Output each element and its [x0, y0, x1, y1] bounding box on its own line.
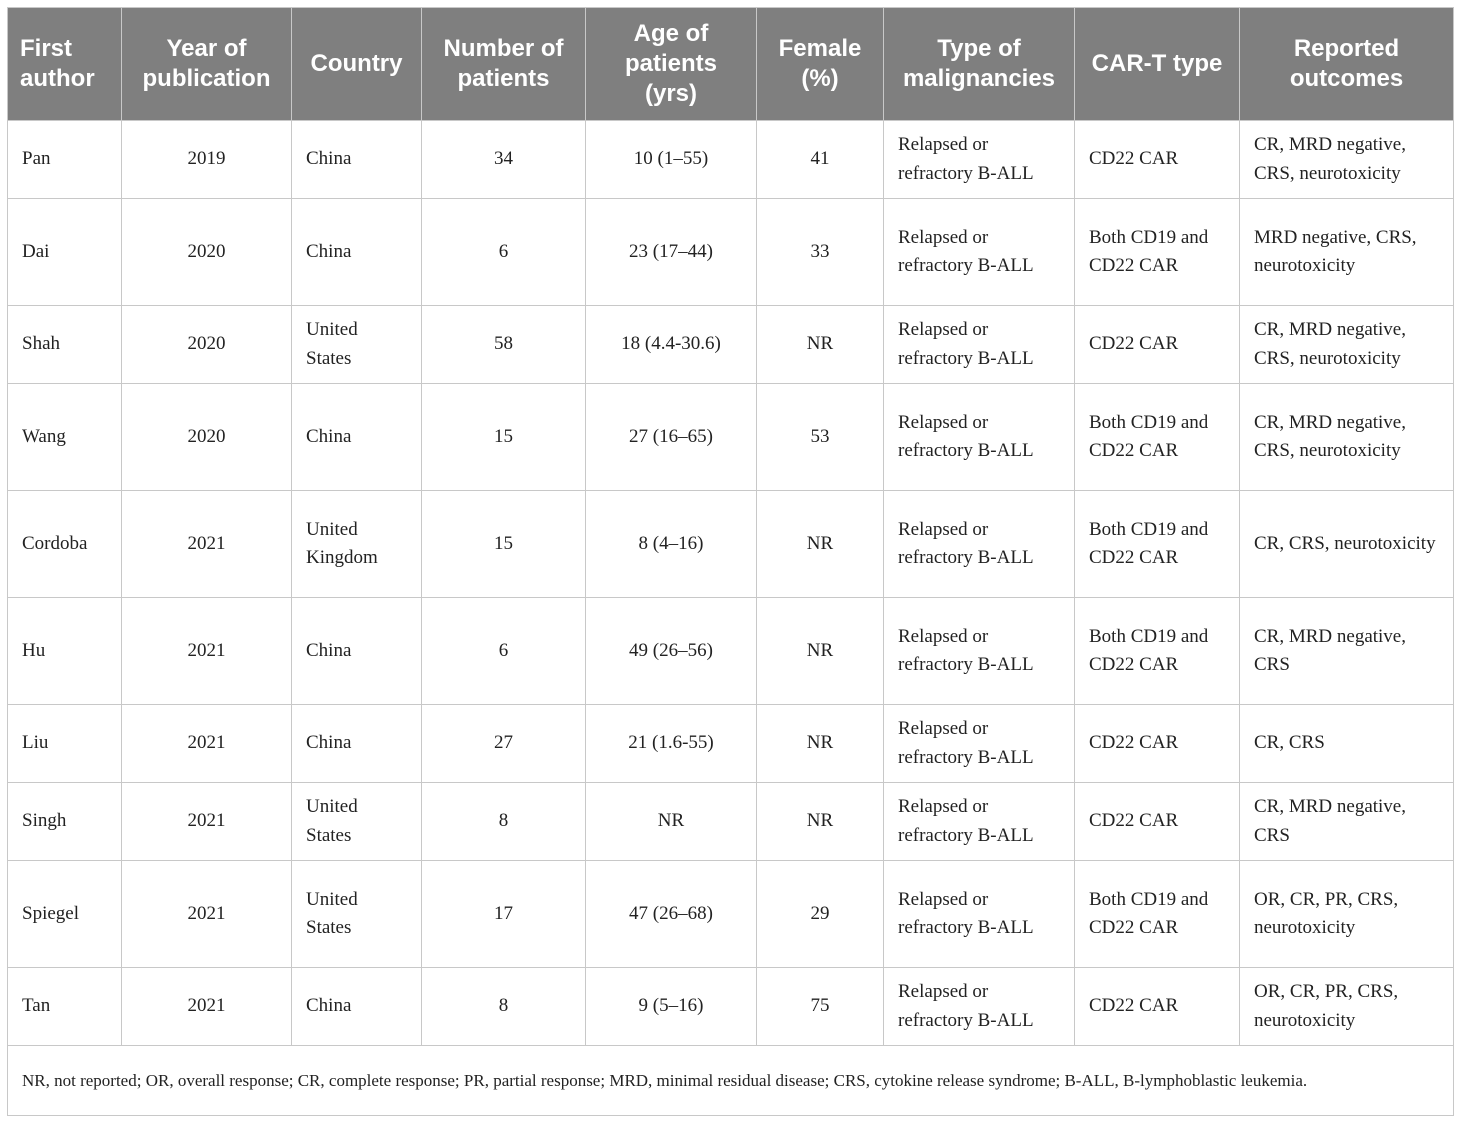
cell-cart-type: CD22 CAR [1075, 705, 1240, 783]
cell-country: China [292, 968, 422, 1046]
cell-patients: 8 [422, 783, 586, 861]
cell-country: China [292, 384, 422, 491]
cell-patients: 6 [422, 598, 586, 705]
table-row [8, 861, 1454, 968]
cell-outcomes: CR, MRD negative, CRS [1240, 783, 1454, 861]
cell-malignancy: Relapsed or refractory B-ALL [884, 598, 1075, 705]
cell-patients: 58 [422, 306, 586, 384]
cell-female: NR [757, 306, 884, 384]
cell-outcomes: CR, MRD negative, CRS, neurotoxicity [1240, 384, 1454, 491]
table-row [8, 968, 1454, 1046]
header-country: Country [292, 8, 422, 121]
cell-outcomes: MRD negative, CRS, neurotoxicity [1240, 199, 1454, 306]
cell-cart-type: Both CD19 and CD22 CAR [1075, 598, 1240, 705]
cell-female: NR [757, 783, 884, 861]
cell-age: 47 (26–68) [586, 861, 757, 968]
cell-cart-type: CD22 CAR [1075, 783, 1240, 861]
header-age: Age of patients (yrs) [586, 8, 757, 121]
cell-country: United States [292, 306, 422, 384]
table-row [8, 121, 1454, 199]
table-row [8, 199, 1454, 306]
cell-outcomes: CR, CRS, neurotoxicity [1240, 491, 1454, 598]
table-row [8, 705, 1454, 783]
header-cart-type: CAR-T type [1075, 8, 1240, 121]
cell-year: 2021 [122, 598, 292, 705]
table-container [7, 7, 1453, 1116]
cell-year: 2021 [122, 783, 292, 861]
table-row [8, 384, 1454, 491]
cell-female: 29 [757, 861, 884, 968]
cell-patients: 17 [422, 861, 586, 968]
cell-year: 2021 [122, 861, 292, 968]
cell-country: United States [292, 783, 422, 861]
cell-country: United Kingdom [292, 491, 422, 598]
cell-cart-type: Both CD19 and CD22 CAR [1075, 384, 1240, 491]
cell-malignancy: Relapsed or refractory B-ALL [884, 384, 1075, 491]
cell-year: 2020 [122, 384, 292, 491]
cell-cart-type: Both CD19 and CD22 CAR [1075, 199, 1240, 306]
cell-female: NR [757, 598, 884, 705]
cell-cart-type: CD22 CAR [1075, 968, 1240, 1046]
cell-patients: 8 [422, 968, 586, 1046]
cell-patients: 34 [422, 121, 586, 199]
header-row [8, 8, 1454, 121]
cell-country: China [292, 598, 422, 705]
cell-outcomes: OR, CR, PR, CRS, neurotoxicity [1240, 968, 1454, 1046]
cell-malignancy: Relapsed or refractory B-ALL [884, 491, 1075, 598]
cell-country: United States [292, 861, 422, 968]
table-footnote: NR, not reported; OR, overall response; CR, complete response; PR, partial response; MRD, minimal residual disease; CRS, cytokine release syndrome; B-ALL, B-lymphoblastic leukemia. [8, 1046, 1454, 1116]
cell-country: China [292, 705, 422, 783]
cell-patients: 27 [422, 705, 586, 783]
cell-author: Liu [8, 705, 122, 783]
cell-country: China [292, 121, 422, 199]
cell-malignancy: Relapsed or refractory B-ALL [884, 121, 1075, 199]
cell-malignancy: Relapsed or refractory B-ALL [884, 306, 1075, 384]
cell-year: 2021 [122, 705, 292, 783]
cell-cart-type: Both CD19 and CD22 CAR [1075, 861, 1240, 968]
cell-female: NR [757, 491, 884, 598]
cell-age: 10 (1–55) [586, 121, 757, 199]
header-outcomes: Reported outcomes [1240, 8, 1454, 121]
cell-female: 41 [757, 121, 884, 199]
header-female: Female (%) [757, 8, 884, 121]
cell-country: China [292, 199, 422, 306]
cell-patients: 15 [422, 384, 586, 491]
cell-outcomes: OR, CR, PR, CRS, neurotoxicity [1240, 861, 1454, 968]
cell-age: 8 (4–16) [586, 491, 757, 598]
cell-malignancy: Relapsed or refractory B-ALL [884, 705, 1075, 783]
studies-table [7, 7, 1454, 1116]
cell-author: Singh [8, 783, 122, 861]
cell-year: 2021 [122, 968, 292, 1046]
cell-outcomes: CR, CRS [1240, 705, 1454, 783]
cell-author: Cordoba [8, 491, 122, 598]
cell-author: Wang [8, 384, 122, 491]
cell-malignancy: Relapsed or refractory B-ALL [884, 968, 1075, 1046]
cell-age: 18 (4.4-30.6) [586, 306, 757, 384]
cell-author: Tan [8, 968, 122, 1046]
table-row [8, 598, 1454, 705]
cell-author: Hu [8, 598, 122, 705]
cell-patients: 15 [422, 491, 586, 598]
cell-year: 2020 [122, 199, 292, 306]
cell-malignancy: Relapsed or refractory B-ALL [884, 783, 1075, 861]
cell-age: 27 (16–65) [586, 384, 757, 491]
cell-author: Spiegel [8, 861, 122, 968]
cell-age: NR [586, 783, 757, 861]
table-row [8, 783, 1454, 861]
cell-female: 75 [757, 968, 884, 1046]
cell-age: 21 (1.6-55) [586, 705, 757, 783]
cell-outcomes: CR, MRD negative, CRS, neurotoxicity [1240, 121, 1454, 199]
cell-age: 9 (5–16) [586, 968, 757, 1046]
cell-author: Pan [8, 121, 122, 199]
cell-female: 53 [757, 384, 884, 491]
cell-age: 23 (17–44) [586, 199, 757, 306]
cell-author: Shah [8, 306, 122, 384]
cell-cart-type: Both CD19 and CD22 CAR [1075, 491, 1240, 598]
cell-year: 2019 [122, 121, 292, 199]
table-row [8, 491, 1454, 598]
cell-female: NR [757, 705, 884, 783]
cell-cart-type: CD22 CAR [1075, 306, 1240, 384]
cell-malignancy: Relapsed or refractory B-ALL [884, 199, 1075, 306]
cell-age: 49 (26–56) [586, 598, 757, 705]
cell-patients: 6 [422, 199, 586, 306]
header-number-of-patients: Number of patients [422, 8, 586, 121]
header-first-author: First author [8, 8, 122, 121]
footnote-row [8, 1046, 1454, 1116]
cell-author: Dai [8, 199, 122, 306]
cell-outcomes: CR, MRD negative, CRS [1240, 598, 1454, 705]
header-malignancies: Type of malignancies [884, 8, 1075, 121]
cell-outcomes: CR, MRD negative, CRS, neurotoxicity [1240, 306, 1454, 384]
cell-year: 2021 [122, 491, 292, 598]
cell-malignancy: Relapsed or refractory B-ALL [884, 861, 1075, 968]
cell-female: 33 [757, 199, 884, 306]
header-year: Year of publication [122, 8, 292, 121]
cell-year: 2020 [122, 306, 292, 384]
cell-cart-type: CD22 CAR [1075, 121, 1240, 199]
table-row [8, 306, 1454, 384]
